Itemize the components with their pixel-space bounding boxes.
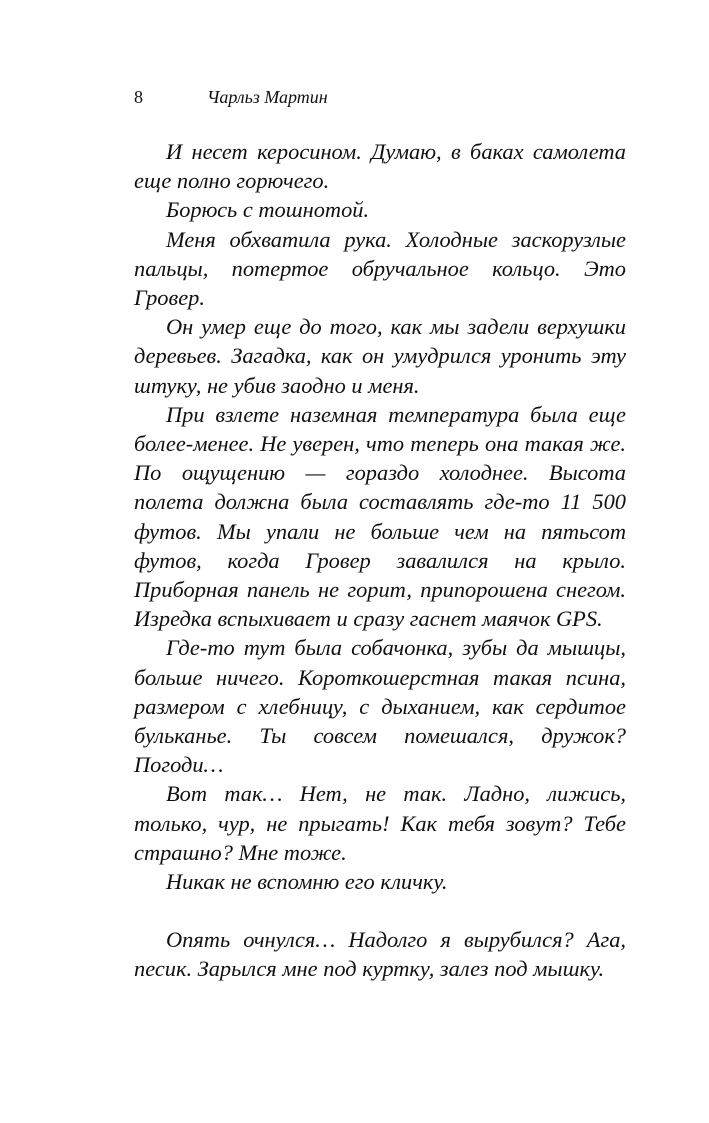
page-number: 8 — [134, 87, 143, 107]
paragraph: Никак не вспомню его кличку. — [166, 869, 448, 895]
paragraph: Вот так… Нет, не так. Ладно, лижись, только, чур, не прыгать! Как тебя зовут? Тебе страшно? Мне тоже. — [134, 781, 626, 865]
running-title: Чарльз Мартин — [207, 87, 328, 107]
body-text — [134, 137, 626, 984]
paragraph: Он умер еще до того, как мы задели верхушки деревьев. Загадка, как он умудрился уронить эту штуку, не убив заодно и меня. — [134, 314, 626, 398]
paragraph: Опять очнулся… Надолго я вырубился? Ага, песик. Зарылся мне под куртку, залез под мышку. — [134, 927, 626, 982]
paragraph: Где-то тут была собачонка, зубы да мышцы, больше ничего. Короткошерстная такая псина, размером с хлебницу, с дыханием, как сердитое бульканье. Ты совсем помешался, дружок? Погоди… — [134, 635, 626, 778]
paragraph: Борюсь с тошнотой. — [166, 197, 370, 223]
running-head — [134, 84, 626, 110]
paragraph: При взлете наземная температура была еще более-менее. Не уверен, что теперь она такая же. По ощущению — гораздо холоднее. Высота полета должна была составлять где-то 11 500 футов. Мы упали не больше чем на пятьсот футов, когда Гровер завалился на крыло. Приборная панель не горит, припорошена снегом. Изредка вспыхивает и сразу гаснет маячок GPS. — [134, 401, 626, 632]
paragraph: И несет керосином. Думаю, в баках самолета еще полно горючего. — [134, 139, 626, 194]
paragraph: Меня обхватила рука. Холодные заскорузлые пальцы, потертое обручальное кольцо. Это Гровер. — [134, 226, 626, 311]
